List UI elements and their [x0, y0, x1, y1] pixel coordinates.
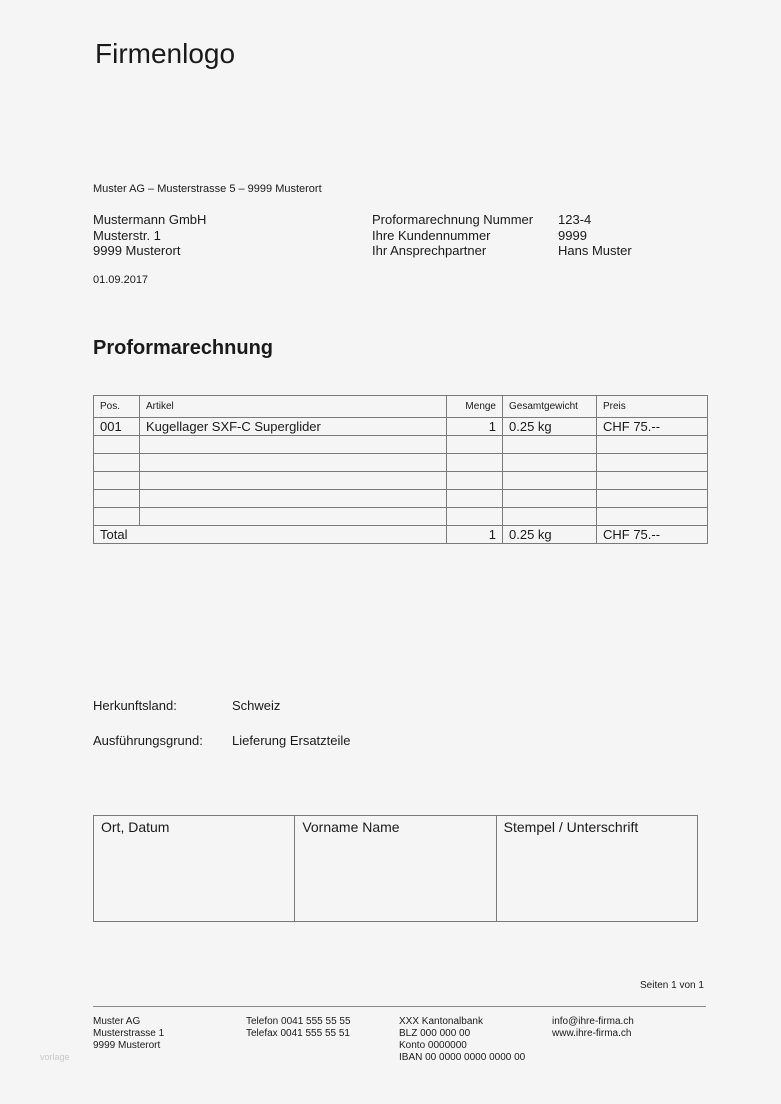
- footer-bank: [399, 1016, 525, 1064]
- signature-stamp: Stempel / Unterschrift: [496, 816, 697, 922]
- cell-menge: [447, 490, 503, 508]
- recipient-line: Mustermann GmbH: [93, 212, 207, 227]
- cell-artikel: [140, 472, 447, 490]
- column-header-artikel: Artikel: [140, 396, 447, 418]
- company-logo: Firmenlogo: [95, 38, 236, 69]
- meta-value: Hans Muster: [558, 243, 632, 258]
- cell-gewicht: [503, 508, 597, 526]
- cell-artikel: Kugellager SXF-C Superglider: [140, 418, 447, 436]
- signature-place-date: Ort, Datum: [94, 816, 295, 922]
- footer-line: Konto 0000000: [399, 1040, 467, 1051]
- meta-label: Ihr Ansprechpartner: [372, 243, 487, 258]
- signature-table: [93, 815, 698, 922]
- cell-menge: [447, 436, 503, 454]
- cell-gewicht: [503, 472, 597, 490]
- cell-pos: [94, 436, 140, 454]
- recipient-line: 9999 Musterort: [93, 243, 181, 258]
- cell-preis: CHF 75.--: [597, 418, 708, 436]
- column-header-pos: Pos.: [94, 396, 140, 418]
- cell-artikel: [140, 454, 447, 472]
- meta-value: 123-4: [558, 212, 592, 227]
- cell-gewicht: 0.25 kg: [503, 418, 597, 436]
- cell-menge: [447, 454, 503, 472]
- table-row: [94, 472, 708, 490]
- footer-line: BLZ 000 000 00: [399, 1028, 471, 1039]
- reason-value: Lieferung Ersatzteile: [232, 733, 351, 748]
- cell-menge: 1: [447, 418, 503, 436]
- cell-pos: [94, 472, 140, 490]
- cell-preis: [597, 508, 708, 526]
- cell-artikel: [140, 508, 447, 526]
- cell-gewicht: [503, 454, 597, 472]
- footer-line: Musterstrasse 1: [93, 1028, 165, 1039]
- column-header-preis: Preis: [597, 396, 708, 418]
- footer-line: 9999 Musterort: [93, 1040, 161, 1051]
- reason-label: Ausführungsgrund:: [93, 733, 203, 748]
- footer-line: Telefax 0041 555 55 51: [246, 1028, 350, 1039]
- total-menge: 1: [447, 526, 503, 544]
- cell-pos: [94, 454, 140, 472]
- table-header-row: [94, 396, 708, 418]
- meta-label: Ihre Kundennummer: [372, 227, 491, 243]
- footer-line: www.ihre-firma.ch: [552, 1028, 632, 1039]
- meta-value: 9999: [558, 227, 587, 243]
- cell-preis: [597, 472, 708, 490]
- cell-menge: [447, 508, 503, 526]
- footer-divider: [93, 1006, 706, 1007]
- cell-preis: [597, 436, 708, 454]
- column-header-gewicht: Gesamtgewicht: [503, 396, 597, 418]
- cell-gewicht: [503, 436, 597, 454]
- footer-company: [93, 1016, 164, 1052]
- page-count: Seiten 1 von 1: [640, 980, 704, 991]
- table-row: [94, 490, 708, 508]
- cell-gewicht: [503, 490, 597, 508]
- table-row: [94, 454, 708, 472]
- cell-menge: [447, 472, 503, 490]
- meta-label: Proformarechnung Nummer: [372, 212, 534, 227]
- invoice-meta-values: [558, 212, 632, 259]
- total-preis: CHF 75.--: [597, 526, 708, 544]
- table-row: [94, 508, 708, 526]
- recipient-address: [93, 212, 206, 259]
- footer-contact: [552, 1016, 634, 1040]
- footer-line: XXX Kantonalbank: [399, 1016, 483, 1027]
- document-title: Proformarechnung: [93, 337, 274, 359]
- total-label: Total: [94, 526, 447, 544]
- footer-line: info@ihre-firma.ch: [552, 1016, 634, 1027]
- origin-label: Herkunftsland:: [93, 698, 177, 713]
- watermark: vorlage: [40, 1052, 70, 1062]
- cell-artikel: [140, 490, 447, 508]
- column-header-menge: Menge: [447, 396, 503, 418]
- table-total-row: [94, 526, 708, 544]
- footer-line: IBAN 00 0000 0000 0000 00: [399, 1052, 526, 1063]
- recipient-line: Musterstr. 1: [93, 227, 161, 243]
- cell-preis: [597, 454, 708, 472]
- footer-line: Muster AG: [93, 1016, 141, 1027]
- signature-name: Vorname Name: [295, 816, 496, 922]
- cell-pos: [94, 508, 140, 526]
- table-row: [94, 436, 708, 454]
- table-row: [94, 418, 708, 436]
- cell-artikel: [140, 436, 447, 454]
- cell-pos: 001: [94, 418, 140, 436]
- total-gewicht: 0.25 kg: [503, 526, 597, 544]
- sender-line: Muster AG – Musterstrasse 5 – 9999 Musterort: [93, 183, 322, 195]
- invoice-meta-labels: [372, 212, 533, 259]
- invoice-date: 01.09.2017: [93, 274, 149, 286]
- origin-value: Schweiz: [232, 698, 281, 713]
- footer-line: Telefon 0041 555 55 55: [246, 1016, 351, 1027]
- items-table: [93, 395, 708, 544]
- cell-pos: [94, 490, 140, 508]
- cell-preis: [597, 490, 708, 508]
- footer-phone: [246, 1016, 351, 1040]
